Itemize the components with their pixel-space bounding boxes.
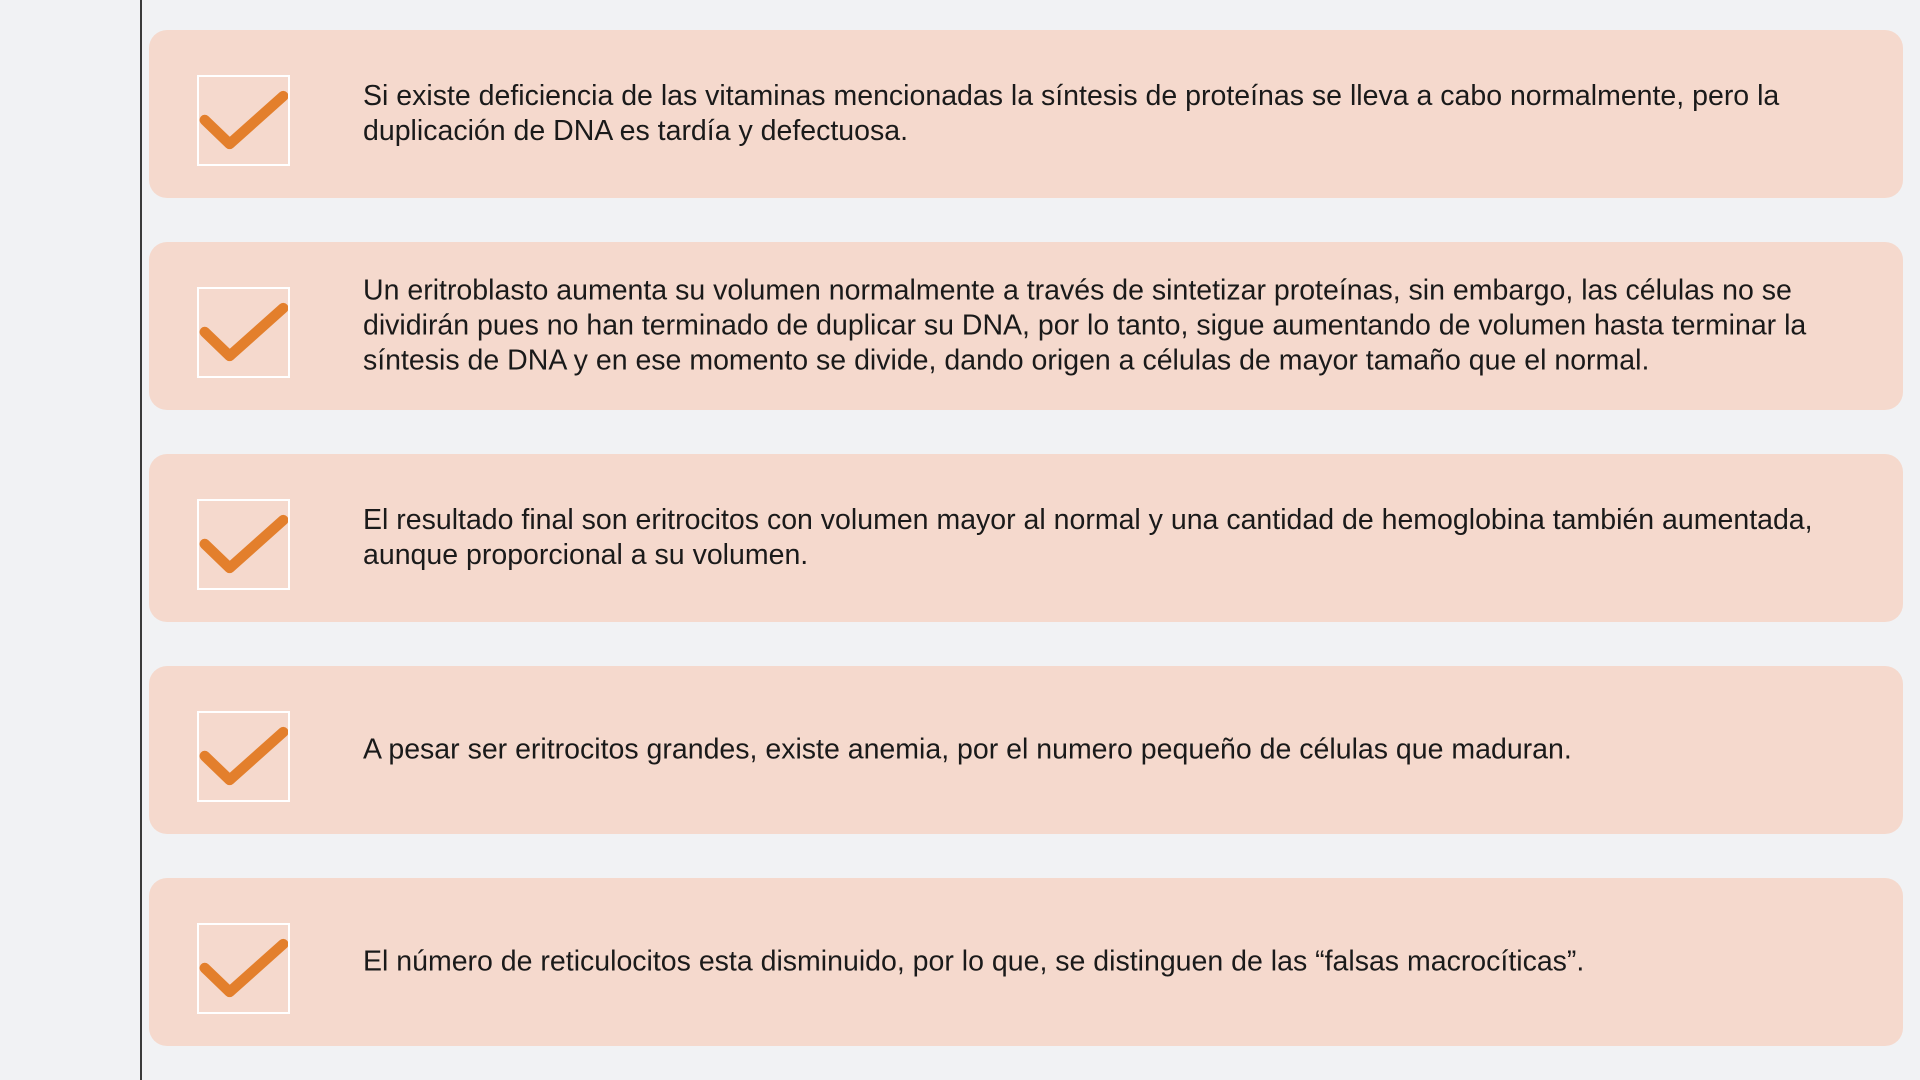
list-item-text: Si existe deficiencia de las vitaminas mencionadas la síntesis de proteínas se lleva a cabo normalmente, pero la duplicación de DNA es tardía y defectuosa. <box>363 80 1780 147</box>
checkmark-icon <box>197 923 290 1014</box>
left-divider-line <box>140 0 142 1080</box>
list-item <box>149 454 1903 622</box>
list-item <box>149 242 1903 410</box>
checkmark-icon <box>197 711 290 802</box>
bullet-list <box>149 30 1903 1080</box>
checkmark-icon <box>197 287 290 378</box>
checkmark-icon <box>197 75 290 166</box>
list-item <box>149 666 1903 834</box>
list-item-text: A pesar ser eritrocitos grandes, existe anemia, por el numero pequeño de células que maduran. <box>363 733 1572 766</box>
list-item-text: El resultado final son eritrocitos con volumen mayor al normal y una cantidad de hemoglobina también aumentada, aunque proporcional a su volumen. <box>363 504 1813 571</box>
list-item-text: Un eritroblasto aumenta su volumen normalmente a través de sintetizar proteínas, sin embargo, las células no se dividirán pues no han terminado de duplicar su DNA, por lo tanto, sigue aumentando de volumen hasta terminar la síntesis de DNA y en ese momento se divide, dando origen a células de mayor tamaño que el normal. <box>363 274 1807 377</box>
list-item <box>149 878 1903 1046</box>
list-item <box>149 30 1903 198</box>
checkmark-icon <box>197 499 290 590</box>
list-item-text: El número de reticulocitos esta disminuido, por lo que, se distinguen de las “falsas macrocíticas”. <box>363 945 1585 978</box>
